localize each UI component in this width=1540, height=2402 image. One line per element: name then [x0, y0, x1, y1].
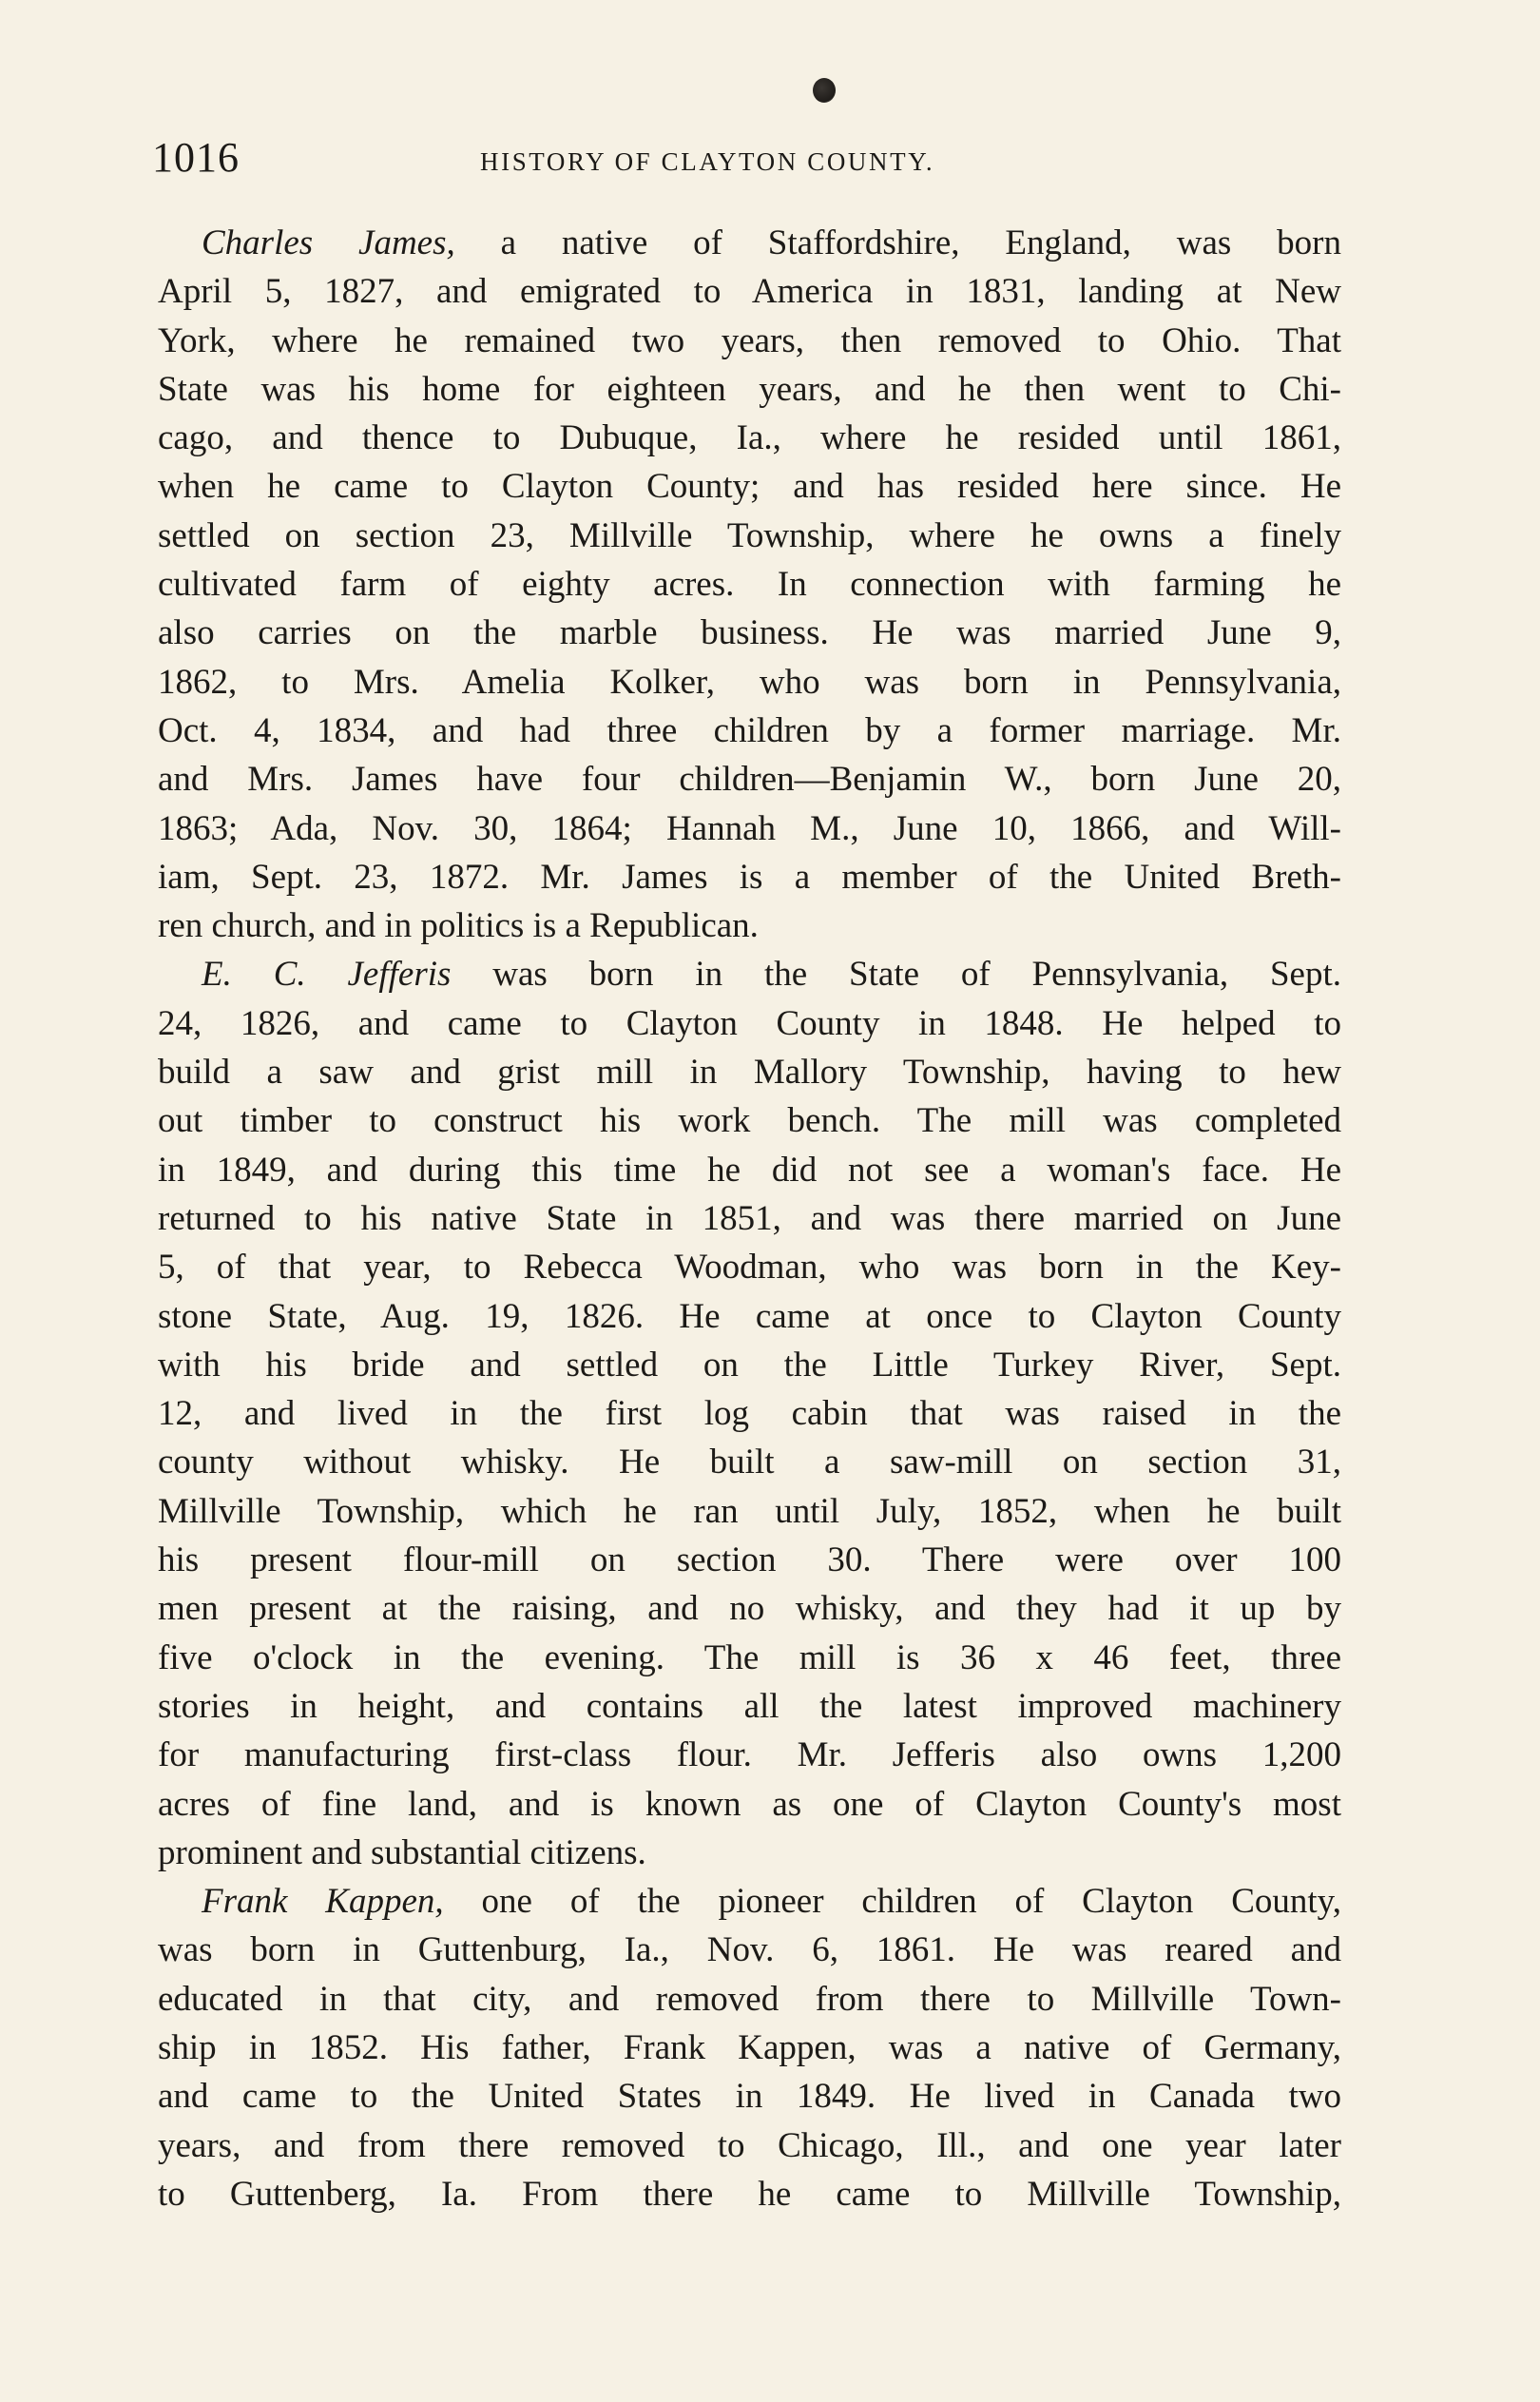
- paragraph-line: 5, of that year, to Rebecca Woodman, who was born in the Key-: [158, 1248, 1341, 1288]
- paragraph-line: also carries on the marble business. He was married June 9,: [158, 613, 1341, 653]
- paragraph-line: acres of fine land, and is known as one of Clayton County's most: [158, 1784, 1341, 1824]
- page-number: 1016: [152, 134, 240, 181]
- running-head: HISTORY OF CLAYTON COUNTY.: [480, 147, 935, 176]
- paragraph-line: build a saw and grist mill in Mallory Township, having to hew: [158, 1053, 1341, 1093]
- paragraph-line: for manufacturing first-class flour. Mr. Jefferis also owns 1,200: [158, 1735, 1341, 1775]
- entry-name: Frank Kappen,: [202, 1882, 444, 1922]
- paragraph-line: prominent and substantial citizens.: [158, 1832, 646, 1872]
- paragraph-line: county without whisky. He built a saw-mill on section 31,: [158, 1443, 1341, 1482]
- paragraph-line: years, and from there removed to Chicago, Ill., and one year later: [158, 2125, 1341, 2165]
- paragraph-line: in 1849, and during this time he did not see a woman's face. He: [158, 1150, 1341, 1190]
- body-text: [158, 219, 1341, 2218]
- paragraph-line: stone State, Aug. 19, 1826. He came at once to Clayton County: [158, 1296, 1341, 1336]
- paragraph-line: men present at the raising, and no whisky, and they had it up by: [158, 1589, 1341, 1629]
- paragraph-line: ship in 1852. His father, Frank Kappen, was a native of Germany,: [158, 2027, 1341, 2067]
- paragraph-line: stories in height, and contains all the latest improved machinery: [158, 1686, 1341, 1726]
- entry-name: E. C. Jefferis: [202, 955, 452, 995]
- paragraph-line: Charles James, a native of Staffordshire, England, was born: [202, 223, 1341, 262]
- paragraph-line: E. C. Jefferis was born in the State of Pennsylvania, Sept.: [202, 955, 1341, 995]
- paragraph-line: out timber to construct his work bench. The mill was completed: [158, 1101, 1341, 1141]
- paragraph-line: Millville Township, which he ran until July, 1852, when he built: [158, 1491, 1341, 1531]
- paragraph-line: 24, 1826, and came to Clayton County in 1848. He helped to: [158, 1003, 1341, 1043]
- paragraph-line: cago, and thence to Dubuque, Ia., where he resided until 1861,: [158, 418, 1341, 458]
- paragraph-line: Oct. 4, 1834, and had three children by a former marriage. Mr.: [158, 710, 1341, 750]
- paragraph-line: returned to his native State in 1851, and was there married on June: [158, 1198, 1341, 1238]
- paragraph-line: settled on section 23, Millville Township, where he owns a finely: [158, 515, 1341, 555]
- paragraph-line: was born in Guttenburg, Ia., Nov. 6, 1861. He was reared and: [158, 1930, 1341, 1970]
- entry-name: Charles James,: [202, 223, 455, 262]
- paragraph-line: with his bride and settled on the Little Turkey River, Sept.: [158, 1345, 1341, 1385]
- paragraph-line: 12, and lived in the first log cabin that was raised in the: [158, 1394, 1341, 1434]
- paragraph-line: State was his home for eighteen years, and he then went to Chi-: [158, 369, 1341, 409]
- paragraph-line: when he came to Clayton County; and has resided here since. He: [158, 467, 1341, 507]
- paragraph-line: cultivated farm of eighty acres. In connection with farming he: [158, 565, 1341, 605]
- paragraph-line: ren church, and in politics is a Republican.: [158, 906, 759, 946]
- ink-blot: [813, 78, 836, 103]
- paragraph-line: to Guttenberg, Ia. From there he came to Millville Township,: [158, 2174, 1341, 2214]
- paragraph-line: iam, Sept. 23, 1872. Mr. James is a member of the United Breth-: [158, 857, 1341, 897]
- paragraph-line: Frank Kappen, one of the pioneer children of Clayton County,: [202, 1882, 1341, 1922]
- paragraph-line: April 5, 1827, and emigrated to America in 1831, landing at New: [158, 272, 1341, 312]
- paragraph-line: 1862, to Mrs. Amelia Kolker, who was born in Pennsylvania,: [158, 662, 1341, 702]
- paragraph-line: and Mrs. James have four children—Benjamin W., born June 20,: [158, 760, 1341, 800]
- paragraph-line: York, where he remained two years, then removed to Ohio. That: [158, 320, 1341, 360]
- paragraph-line: his present flour-mill on section 30. There were over 100: [158, 1540, 1341, 1580]
- paragraph-line: and came to the United States in 1849. He lived in Canada two: [158, 2077, 1341, 2117]
- paragraph-line: five o'clock in the evening. The mill is 36 x 46 feet, three: [158, 1637, 1341, 1677]
- paragraph-line: educated in that city, and removed from there to Millville Town-: [158, 1979, 1341, 2019]
- paragraph-line: 1863; Ada, Nov. 30, 1864; Hannah M., June 10, 1866, and Will-: [158, 808, 1341, 848]
